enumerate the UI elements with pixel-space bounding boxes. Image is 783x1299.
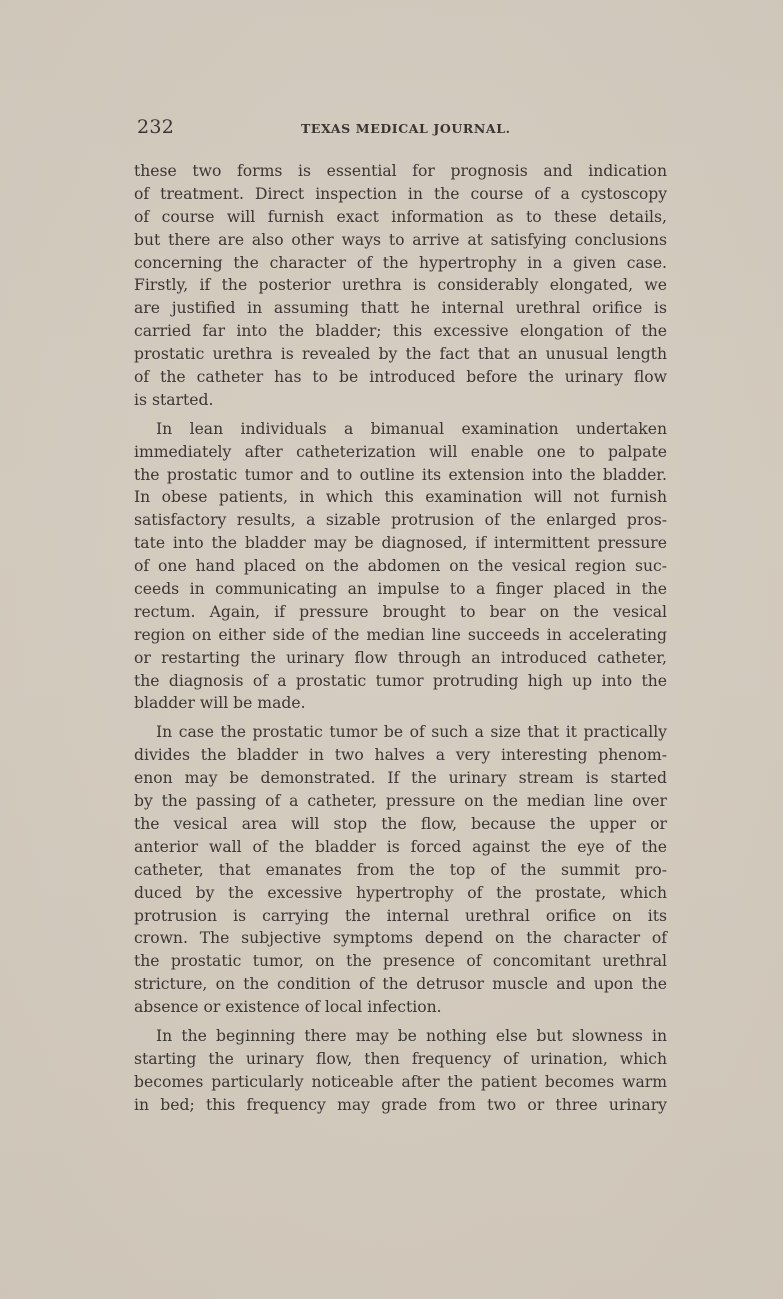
paragraph-1	[134, 160, 667, 412]
text-line: In case the prostatic tumor be of such a size that it practically	[156, 723, 667, 742]
text-line: the prostatic tumor, on the presence of concomitant urethral	[134, 952, 667, 971]
text-line: enon may be demonstrated. If the urinary stream is started	[134, 769, 667, 788]
text-line: carried far into the bladder; this excessive elongation of the	[134, 322, 667, 341]
text-line: catheter, that emanates from the top of the summit pro-	[134, 860, 667, 879]
page-header	[137, 116, 667, 140]
text-line: becomes particularly noticeable after the patient becomes warm	[134, 1072, 667, 1091]
text-line: ceeds in communicating an impulse to a finger placed in the	[134, 580, 667, 599]
text-line: stricture, on the condition of the detrusor muscle and upon the	[134, 975, 667, 994]
text-line: or restarting the urinary flow through an introduced catheter,	[134, 648, 667, 667]
text-line: bladder will be made.	[134, 694, 306, 713]
page-number: 232	[137, 116, 175, 138]
text-line: of course will furnish exact information as to these details,	[134, 207, 667, 226]
text-line: tate into the bladder may be diagnosed, if intermittent pressure	[134, 534, 667, 553]
text-line: are justified in assuming thatt he internal urethral orifice is	[134, 299, 667, 318]
text-line: the prostatic tumor and to outline its extension into the bladder.	[134, 465, 667, 484]
running-title: TEXAS MEDICAL JOURNAL.	[301, 121, 511, 136]
text-line: prostatic urethra is revealed by the fact that an unusual length	[134, 345, 667, 364]
text-line: of treatment. Direct inspection in the course of a cystoscopy	[134, 184, 667, 203]
text-line: concerning the character of the hypertrophy in a given case.	[134, 253, 667, 272]
text-line: of one hand placed on the abdomen on the vesical region suc-	[134, 557, 667, 576]
paragraph-2	[134, 418, 667, 716]
text-line: region on either side of the median line succeeds in accelerating	[134, 625, 667, 644]
text-line: starting the urinary flow, then frequency of urination, which	[134, 1049, 667, 1068]
paragraph-3	[134, 721, 667, 1019]
text-line: by the passing of a catheter, pressure on the median line over	[134, 792, 667, 811]
text-line: in bed; this frequency may grade from two or three urinary	[134, 1095, 667, 1114]
text-line: the vesical area will stop the flow, because the upper or	[134, 814, 667, 833]
text-line: protrusion is carrying the internal urethral orifice on its	[134, 906, 667, 925]
text-line: but there are also other ways to arrive at satisfying conclusions	[134, 230, 667, 249]
text-line: Firstly, if the posterior urethra is considerably elongated, we	[134, 276, 667, 295]
text-line: is started.	[134, 390, 214, 409]
text-line: divides the bladder in two halves a very interesting phenom-	[134, 746, 667, 765]
text-line: the diagnosis of a prostatic tumor protruding high up into the	[134, 671, 667, 690]
text-line: anterior wall of the bladder is forced against the eye of the	[134, 837, 667, 856]
text-line: crown. The subjective symptoms depend on the character of	[134, 929, 667, 948]
paragraph-4	[134, 1025, 667, 1117]
body-text	[134, 160, 667, 1123]
text-line: In the beginning there may be nothing else but slowness in	[156, 1026, 667, 1045]
text-line: In lean individuals a bimanual examination undertaken	[156, 419, 667, 438]
text-line: these two forms is essential for prognosis and indication	[134, 162, 667, 180]
text-line: duced by the excessive hypertrophy of the prostate, which	[134, 883, 667, 902]
text-line: In obese patients, in which this examination will not furnish	[134, 488, 667, 507]
text-line: satisfactory results, a sizable protrusion of the enlarged pros-	[134, 511, 667, 530]
text-line: absence or existence of local infection.	[134, 998, 442, 1017]
text-line: of the catheter has to be introduced before the urinary flow	[134, 368, 667, 387]
text-line: immediately after catheterization will enable one to palpate	[134, 442, 667, 461]
text-line: rectum. Again, if pressure brought to bear on the vesical	[134, 602, 667, 621]
